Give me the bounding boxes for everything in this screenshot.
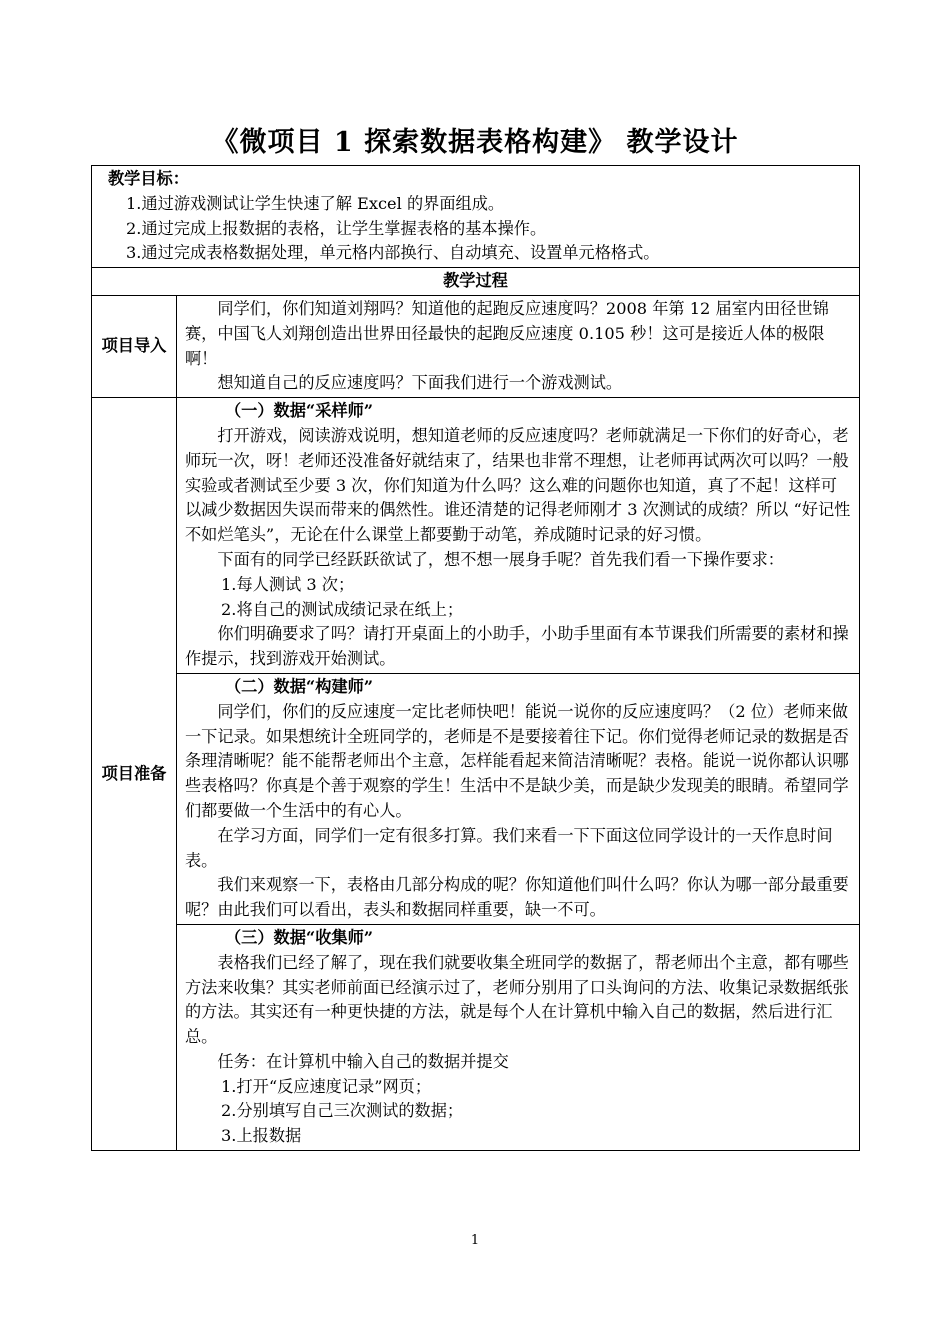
process-heading: 教学过程 xyxy=(92,268,860,296)
section-heading: （一）数据“采样师” xyxy=(225,401,374,421)
document-title: 《微项目 1 探索数据表格构建》 教学设计 xyxy=(211,127,739,158)
intro-content xyxy=(177,295,860,397)
goal-item: 2.通过完成上报数据的表格，让学生掌握表格的基本操作。 xyxy=(126,218,547,238)
goals-cell xyxy=(92,166,860,268)
goals-heading: 教学目标： xyxy=(108,169,189,188)
section-paragraph: 在学习方面，同学们一定有很多打算。我们来看一下下面这位同学设计的一天作息时间表。 xyxy=(185,825,833,870)
intro-row xyxy=(92,295,860,397)
list-item: 2.将自己的测试成绩记录在纸上； xyxy=(221,599,464,619)
intro-label: 项目导入 xyxy=(92,295,177,397)
lesson-plan-table xyxy=(91,165,860,1151)
prep-row-3 xyxy=(92,924,860,1150)
section-paragraph: 下面有的同学已经跃跃欲试了，想不想一展身手呢？首先我们看一下操作要求： xyxy=(217,549,784,569)
section-paragraph: 我们来观察一下，表格由几部分构成的呢？你知道他们叫什么吗？你认为哪一部分最重要呢？由此我们可以看出，表头和数据同样重要，缺一不可。 xyxy=(185,875,849,920)
section-paragraph: 你们明确要求了吗？请打开桌面上的小助手，小助手里面有本节课我们所需要的素材和操作提示，找到游戏开始测试。 xyxy=(185,624,849,669)
goal-item: 1.通过游戏测试让学生快速了解 Excel 的界面组成。 xyxy=(126,193,505,213)
prep-section-2 xyxy=(177,673,860,924)
prep-row-1 xyxy=(92,398,860,674)
intro-paragraph: 想知道自己的反应速度吗？下面我们进行一个游戏测试。 xyxy=(217,373,623,393)
page-number: 1 xyxy=(470,1233,480,1248)
prep-label: 项目准备 xyxy=(92,398,177,1151)
list-item: 3.上报数据 xyxy=(221,1126,302,1146)
intro-paragraph: 同学们，你们知道刘翔吗？知道他的起跑反应速度吗？2008 年第 12 届室内田径世锦赛，中国飞人刘翔创造出世界田径最快的起跑反应速度 0.105 秒！这可是接近人体的极限啊！ xyxy=(185,298,829,368)
process-heading-row xyxy=(92,268,860,296)
prep-section-3 xyxy=(177,924,860,1150)
section-paragraph: 同学们，你们的反应速度一定比老师快吧！能说一说你的反应速度吗？（2 位）老师来做一下记录。如果想统计全班同学的，老师是不是要接着往下记。你们觉得老师记录的数据是否条理清晰呢？能不能帮老师出个主意，怎样能看起来简洁清晰呢？表格。能说一说你都认识哪些表格吗？你真是个善于观察的学生！生活中不是缺少美，而是缺少发现美的眼睛。希望同学们都要做一个生活中的有心人。 xyxy=(185,701,849,820)
list-item: 1.打开“反应速度记录”网页； xyxy=(221,1076,432,1096)
prep-row-2 xyxy=(92,673,860,924)
list-item: 2.分别填写自己三次测试的数据； xyxy=(221,1101,464,1121)
section-paragraph: 打开游戏，阅读游戏说明，想知道老师的反应速度吗？老师就满足一下你们的好奇心，老师玩一次，呀！老师还没准备好就结束了，结果也非常不理想，让老师再试两次可以吗？一般实验或者测试至少要 3 次，你们知道为什么吗？这么难的问题你也知道，真了不起！这样可以减少数据因失误而带来的偶然性。谁还清楚的记得老师刚才 3 次测试的成绩？所以 “好记性不如烂笔头”，无论在什么课堂上都要勤于动笔，养成随时记录的好习惯。 xyxy=(185,425,851,545)
goals-row xyxy=(92,166,860,268)
goal-item: 3.通过完成表格数据处理，单元格内部换行、自动填充、设置单元格格式。 xyxy=(126,243,660,263)
prep-section-1 xyxy=(177,398,860,674)
task-line: 任务：在计算机中输入自己的数据并提交 xyxy=(217,1051,509,1071)
section-heading: （三）数据“收集师” xyxy=(225,927,374,947)
section-heading: （二）数据“构建师” xyxy=(225,676,374,696)
section-paragraph: 表格我们已经了解了，现在我们就要收集全班同学的数据了，帮老师出个主意，都有哪些方法来收集？其实老师前面已经演示过了，老师分别用了口头询问的方法、收集记录数据纸张的方法。其实还有一种更快捷的方法，就是每个人在计算机中输入自己的数据，然后进行汇总。 xyxy=(185,952,849,1047)
list-item: 1.每人测试 3 次； xyxy=(221,574,355,594)
